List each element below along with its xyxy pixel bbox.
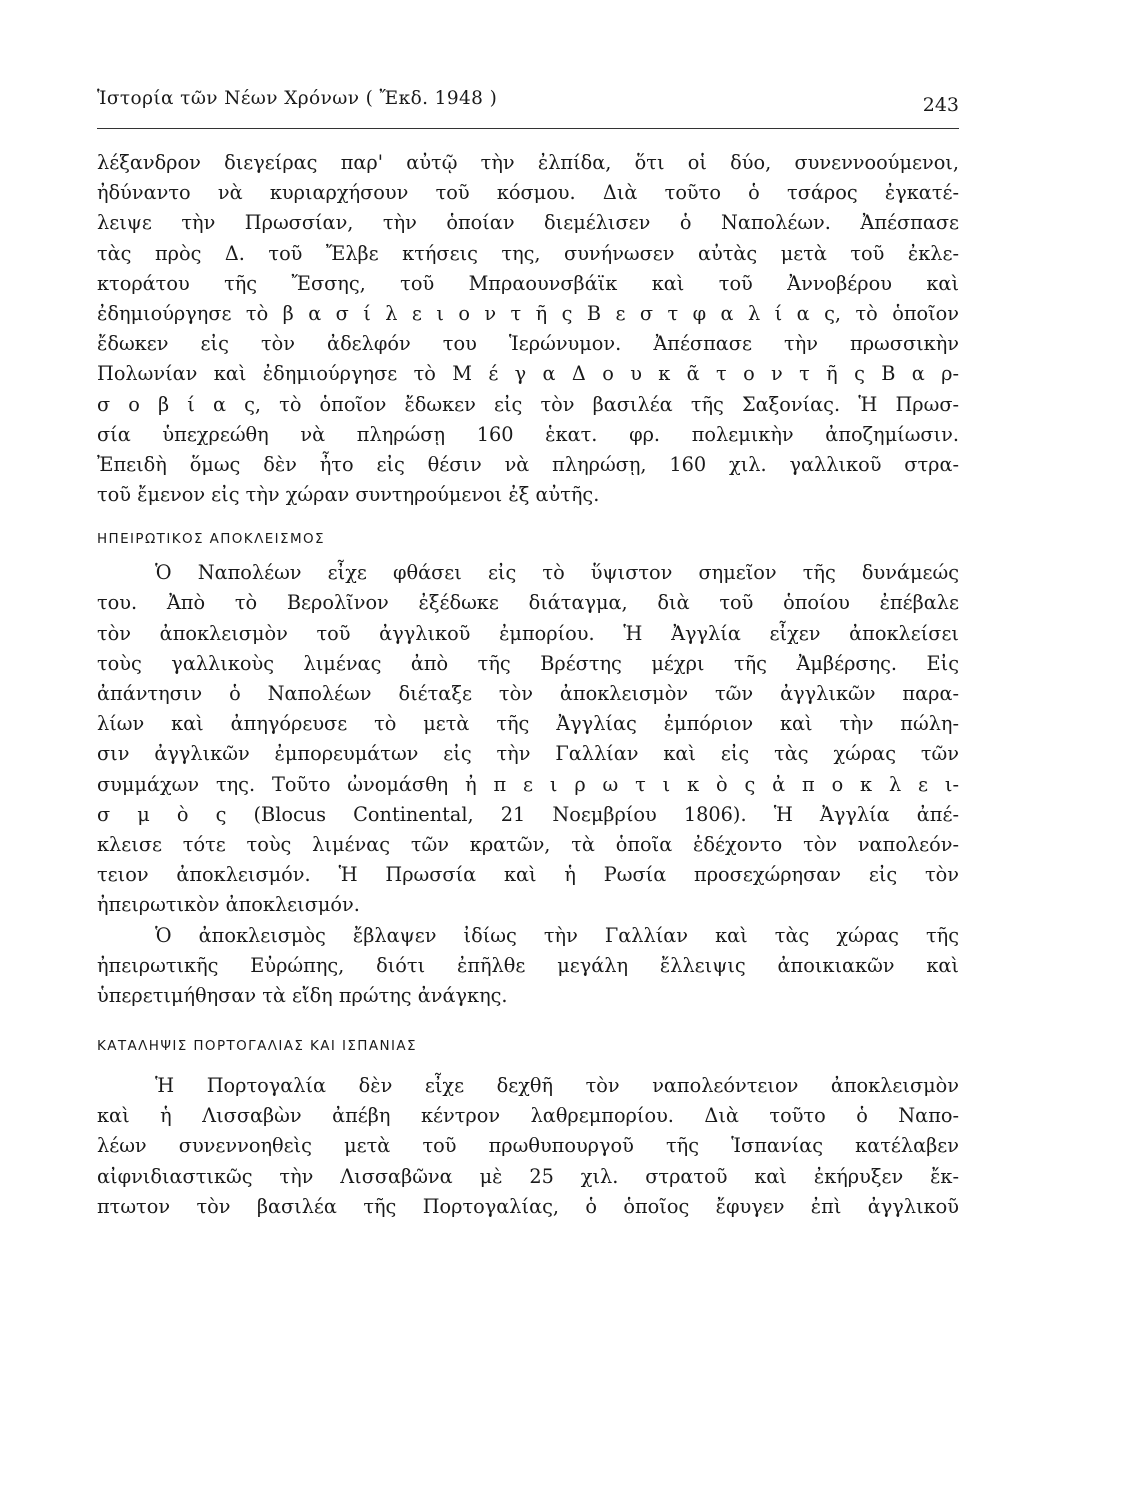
text-line: σ μ ὸ ς (Blocus Continental, 21 Νοεμβρίου 1806). Ἡ Ἀγγλία ἀπέ- (97, 802, 959, 826)
text-line: ἐδημιούργησε τὸ β α σ ί λ ε ι ο ν τ ῆ ς Β ε σ τ φ α λ ί α ς, τὸ ὁποῖον (97, 301, 959, 325)
section-heading-continental-blockade: ΗΠΕΙΡΩΤΙΚΟΣ ΑΠΟΚΛΕΙΣΜΟΣ (97, 531, 325, 548)
paragraph-continuation (97, 148, 959, 510)
text-line: λέξανδρον διεγείρας παρ' αὐτῷ τὴν ἐλπίδα, ὅτι οἱ δύο, συνεννοούμενοι, (97, 151, 959, 174)
text-line: αἰφνιδιαστικῶς τὴν Λισσαβῶνα μὲ 25 χιλ. στρατοῦ καὶ ἐκήρυξεν ἔκ- (97, 1164, 959, 1188)
text-line: λέων συνεννοηθεὶς μετὰ τοῦ πρωθυπουργοῦ τῆς Ἱσπανίας κατέλαβεν (97, 1134, 959, 1158)
text-line: συμμάχων της. Τοῦτο ὠνομάσθη ἠ π ε ι ρ ω τ ι κ ὸ ς ἀ π ο κ λ ε ι- (97, 772, 959, 796)
text-line: ἔδωκεν εἰς τὸν ἀδελφόν του Ἱερώνυμον. Ἀπέσπασε τὴν πρωσσικὴν (97, 332, 959, 356)
text-line: λίων καὶ ἀπηγόρευσε τὸ μετὰ τῆς Ἀγγλίας ἐμπόριον καὶ τὴν πώλη- (97, 712, 959, 736)
text-line: ἠπειρωτικῆς Εὐρώπης, διότι ἐπῆλθε μεγάλη ἔλλειψις ἀποικιακῶν καὶ (97, 953, 959, 977)
body-text (97, 148, 959, 1222)
text-line: Ὁ ἀποκλεισμὸς ἔβλαψεν ἰδίως τὴν Γαλλίαν καὶ τὰς χώρας τῆς (155, 923, 959, 947)
paragraph-blockade-effects (97, 921, 959, 1012)
text-line: τὸν ἀποκλεισμὸν τοῦ ἀγγλικοῦ ἐμπορίου. Ἡ Ἀγγλία εἶχεν ἀποκλείσει (97, 621, 959, 645)
text-line: Ὁ Ναπολέων εἶχε φθάσει εἰς τὸ ὕψιστον σημεῖον τῆς δυνάμεώς (155, 561, 959, 585)
text-line: καὶ ἡ Λισσαβὼν ἀπέβη κέντρον λαθρεμπορίου. Διὰ τοῦτο ὁ Ναπο- (97, 1104, 959, 1128)
text-line: τοὺς γαλλικοὺς λιμένας ἀπὸ τῆς Βρέστης μέχρι τῆς Ἀμβέρσης. Εἰς (97, 651, 959, 675)
text-line: τὰς πρὸς Δ. τοῦ Ἔλβε κτήσεις της, συνήνωσεν αὐτὰς μετὰ τοῦ ἐκλε- (97, 241, 959, 265)
text-line: τειον ἀποκλεισμόν. Ἡ Πρωσσία καὶ ἡ Ρωσία προσεχώρησαν εἰς τὸν (97, 863, 959, 887)
section-heading-portugal-spain: ΚΑΤΑΛΗΨΙΣ ΠΟΡΤΟΓΑΛΙΑΣ ΚΑΙ ΙΣΠΑΝΙΑΣ (97, 1038, 417, 1055)
running-title: Ἱστορία τῶν Νέων Χρόνων ( Ἔκδ. 1948 ) (97, 88, 498, 109)
text-line: πτωτον τὸν βασιλέα τῆς Πορτογαλίας, ὁ ὁποῖος ἔφυγεν ἐπὶ ἀγγλικοῦ (97, 1194, 959, 1218)
text-line: ἀπάντησιν ὁ Ναπολέων διέταξε τὸν ἀποκλεισμὸν τῶν ἀγγλικῶν παρα- (97, 682, 959, 705)
text-line: κλεισε τότε τοὺς λιμένας τῶν κρατῶν, τὰ ὁποῖα ἐδέχοντο τὸν ναπολεόν- (97, 832, 959, 856)
text-line: Ἡ Πορτογαλία δὲν εἶχε δεχθῆ τὸν ναπολεόντειον ἀποκλεισμὸν (155, 1074, 959, 1098)
text-line: σ ο β ί α ς, τὸ ὁποῖον ἔδωκεν εἰς τὸν βασιλέα τῆς Σαξονίας. Ἡ Πρωσ- (97, 392, 959, 416)
text-line: Ἐπειδὴ ὅμως δὲν ἦτο εἰς θέσιν νὰ πληρώσῃ, 160 χιλ. γαλλικοῦ στρα- (97, 452, 959, 476)
page-number: 243 (922, 94, 959, 116)
text-line: του. Ἀπὸ τὸ Βερολῖνον ἐξέδωκε διάταγμα, διὰ τοῦ ὁποίου ἐπέβαλε (97, 591, 959, 615)
text-line: λειψε τὴν Πρωσσίαν, τὴν ὁποίαν διεμέλισεν ὁ Ναπολέων. Ἀπέσπασε (97, 211, 959, 235)
text-line: Πολωνίαν καὶ ἐδημιούργησε τὸ Μ έ γ α Δ ο υ κ ᾶ τ ο ν τ ῆ ς Β α ρ- (97, 362, 959, 386)
text-line: σιν ἀγγλικῶν ἐμπορευμάτων εἰς τὴν Γαλλίαν καὶ εἰς τὰς χώρας τῶν (97, 742, 959, 766)
text-line: τοῦ ἔμενον εἰς τὴν χώραν συντηρούμενοι ἐξ αὐτῆς. (97, 483, 600, 507)
text-line: ἠδύναντο νὰ κυριαρχήσουν τοῦ κόσμου. Διὰ τοῦτο ὁ τσάρος ἐγκατέ- (97, 181, 959, 205)
text-line: ὑπερετιμήθησαν τὰ εἴδη πρώτης ἀνάγκης. (97, 983, 508, 1007)
text-line: σία ὑπεχρεώθη νὰ πληρώσῃ 160 ἑκατ. φρ. πολεμικὴν ἀποζημίωσιν. (97, 422, 959, 446)
text-line: κτοράτου τῆς Ἔσσης, τοῦ Μπραουνσβάϊκ καὶ τοῦ Ἀννοβέρου καὶ (97, 271, 959, 295)
paragraph-portugal (97, 1071, 959, 1222)
paragraph-blockade (97, 558, 959, 920)
text-line: ἠπειρωτικὸν ἀποκλεισμόν. (97, 893, 360, 917)
running-header (97, 86, 959, 129)
